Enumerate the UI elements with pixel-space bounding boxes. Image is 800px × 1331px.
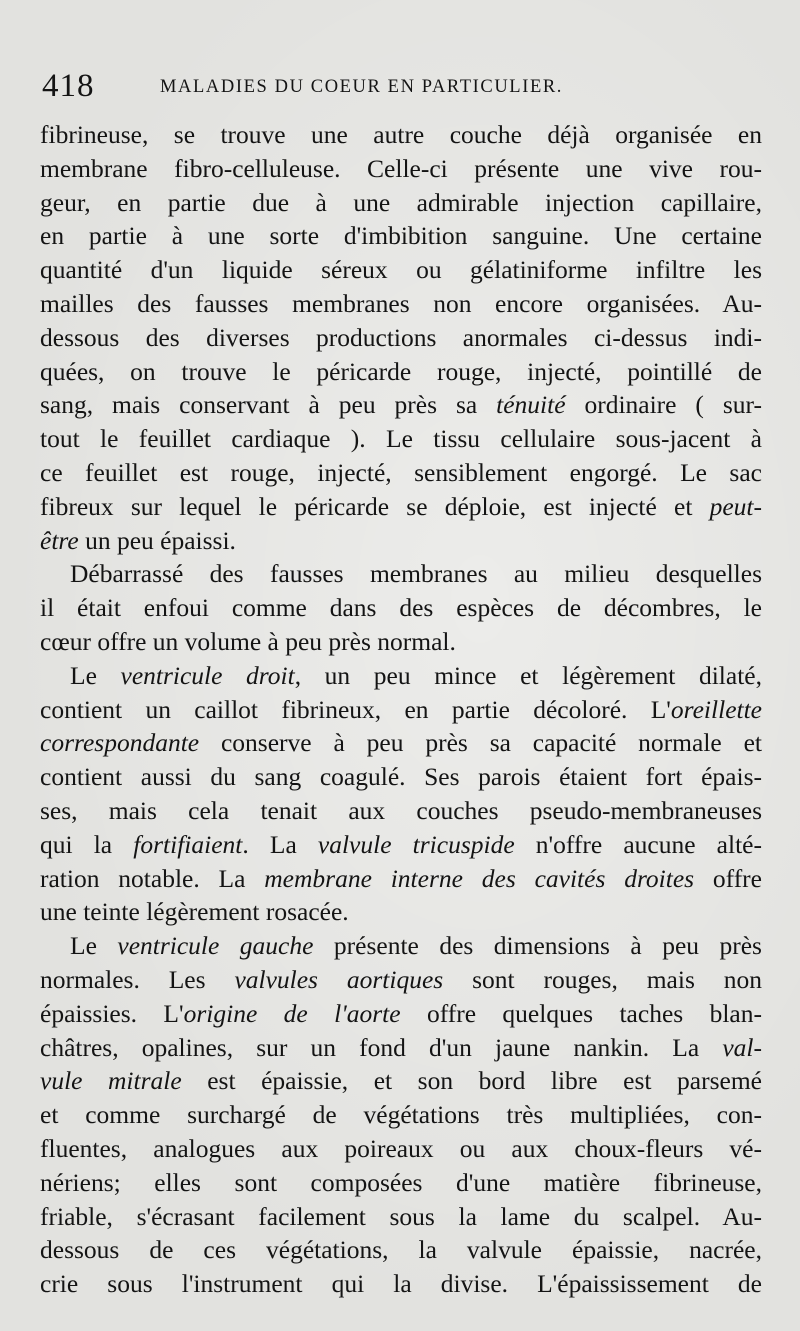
text-segment: offre [694, 863, 762, 893]
text-segment: friable, s'écrasant facilement sous la lame du scalpel. Au- [40, 1201, 762, 1231]
text-line [40, 625, 762, 659]
text-line [40, 726, 762, 760]
text-line [40, 895, 762, 929]
text-line [40, 1233, 762, 1267]
text-segment: sang, mais conservant à peu près sa [40, 390, 497, 420]
text-line [40, 388, 762, 422]
text-line [40, 1064, 762, 1098]
text-segment: contient un caillot fibrineux, en partie décoloré. L' [40, 694, 671, 724]
text-segment: il était enfoui comme dans des espèces de décombres, le [40, 593, 762, 623]
text-line [40, 828, 762, 862]
page-number: 418 [42, 68, 95, 104]
text-line [40, 1166, 762, 1200]
italic-text: valvule tricuspide [317, 829, 515, 859]
text-segment: ses, mais cela tenait aux couches pseudo-membraneuses [40, 795, 762, 825]
text-segment: geur, en partie due à une admirable injection capillaire, [40, 187, 762, 217]
text-segment: nériens; elles sont composées d'une matière fibrineuse, [40, 1167, 762, 1197]
text-line [40, 862, 762, 896]
text-segment: dessous de ces végétations, la valvule épaissie, nacrée, [40, 1235, 762, 1265]
text-line [40, 963, 762, 997]
text-line [40, 794, 762, 828]
text-segment: sont rouges, mais non [443, 964, 762, 994]
text-line [40, 557, 762, 591]
text-segment: et comme surchargé de végétations très multipliées, con- [40, 1100, 762, 1130]
italic-text: origine de l'aorte [183, 998, 401, 1028]
text-line [40, 152, 762, 186]
text-segment: quantité d'un liquide séreux ou gélatiniforme infiltre les [40, 255, 762, 285]
text-segment: présente des dimensions à peu près [313, 931, 762, 961]
italic-text: ventricule gauche [117, 931, 314, 961]
text-segment: Le [70, 660, 121, 690]
text-segment: qui la [40, 829, 134, 859]
page-header [40, 68, 780, 108]
text-segment: épaissies. L' [40, 998, 184, 1028]
text-segment: fibreux sur lequel le péricarde se déploie, est injecté et [40, 491, 710, 521]
text-line [40, 219, 762, 253]
text-line [40, 355, 762, 389]
text-segment: châtres, opalines, sur un fond d'un jaune nankin. La [40, 1032, 723, 1062]
text-segment: crie sous l'instrument qui la divise. L'épaississement de [40, 1269, 762, 1299]
italic-text: peut- [709, 491, 762, 521]
italic-text: membrane interne des cavités droites [264, 863, 695, 893]
text-segment: ration notable. La [40, 863, 265, 893]
text-segment: un peu épaissi. [78, 525, 236, 555]
text-segment: dessous des diverses productions anormales ci-dessus indi- [40, 322, 762, 352]
text-line [40, 929, 762, 963]
text-segment: fibrineuse, se trouve une autre couche déjà organisée en [40, 120, 762, 149]
text-line [40, 186, 762, 220]
text-segment: ordinaire ( sur- [565, 390, 762, 420]
italic-text: ténuité [496, 390, 566, 420]
italic-text: être [40, 525, 79, 555]
text-segment: normales. Les [40, 964, 235, 994]
text-segment: conserve à peu près sa capacité normale et [199, 728, 762, 758]
italic-text: oreillette [670, 694, 762, 724]
text-segment: Le [70, 931, 118, 961]
text-segment: est épaissie, et son bord libre est parsemé [181, 1066, 762, 1096]
text-line [40, 524, 762, 558]
text-line [40, 591, 762, 625]
text-line [40, 760, 762, 794]
text-line [40, 422, 762, 456]
italic-text: fortifiaient [133, 829, 243, 859]
body-text [40, 118, 762, 1301]
text-segment: en partie à une sorte d'imbibition sanguine. Une certaine [40, 221, 762, 251]
italic-text: valvules aortiques [234, 964, 444, 994]
text-line [40, 321, 762, 355]
text-line [40, 490, 762, 524]
text-segment: cœur offre un volume à peu près normal. [40, 626, 456, 656]
text-line [40, 118, 762, 152]
text-line [40, 659, 762, 693]
text-segment: quées, on trouve le péricarde rouge, injecté, pointillé de [40, 356, 762, 386]
text-segment: n'offre aucune alté- [514, 829, 762, 859]
italic-text: ventricule droit [120, 660, 295, 690]
text-segment: mailles des fausses membranes non encore organisées. Au- [40, 288, 762, 318]
text-line [40, 1267, 762, 1301]
italic-text: val- [722, 1032, 762, 1062]
text-line [40, 1031, 762, 1065]
text-segment: Débarrassé des fausses membranes au milieu desquelles [70, 559, 762, 589]
text-segment: , un peu mince et légèrement dilaté, [294, 660, 762, 690]
italic-text: vule mitrale [40, 1066, 182, 1096]
text-segment: . La [242, 829, 318, 859]
text-line [40, 456, 762, 490]
text-segment: ce feuillet est rouge, injecté, sensiblement engorgé. Le sac [40, 457, 762, 487]
text-line [40, 253, 762, 287]
text-line [40, 693, 762, 727]
text-segment: membrane fibro-celluleuse. Celle-ci présente une vive rou- [40, 153, 762, 183]
text-segment: fluentes, analogues aux poireaux ou aux choux-fleurs vé- [40, 1133, 762, 1163]
running-head: MALADIES DU COEUR EN PARTICULIER. [160, 77, 564, 97]
italic-text: correspondante [40, 728, 200, 758]
text-line [40, 287, 762, 321]
text-segment: contient aussi du sang coagulé. Ses parois étaient fort épais- [40, 762, 762, 792]
text-segment: tout le feuillet cardiaque ). Le tissu cellulaire sous-jacent à [40, 424, 762, 454]
text-line [40, 1098, 762, 1132]
text-line [40, 997, 762, 1031]
text-segment: une teinte légèrement rosacée. [40, 897, 349, 927]
text-line [40, 1200, 762, 1234]
text-line [40, 1132, 762, 1166]
text-segment: offre quelques taches blan- [400, 998, 762, 1028]
